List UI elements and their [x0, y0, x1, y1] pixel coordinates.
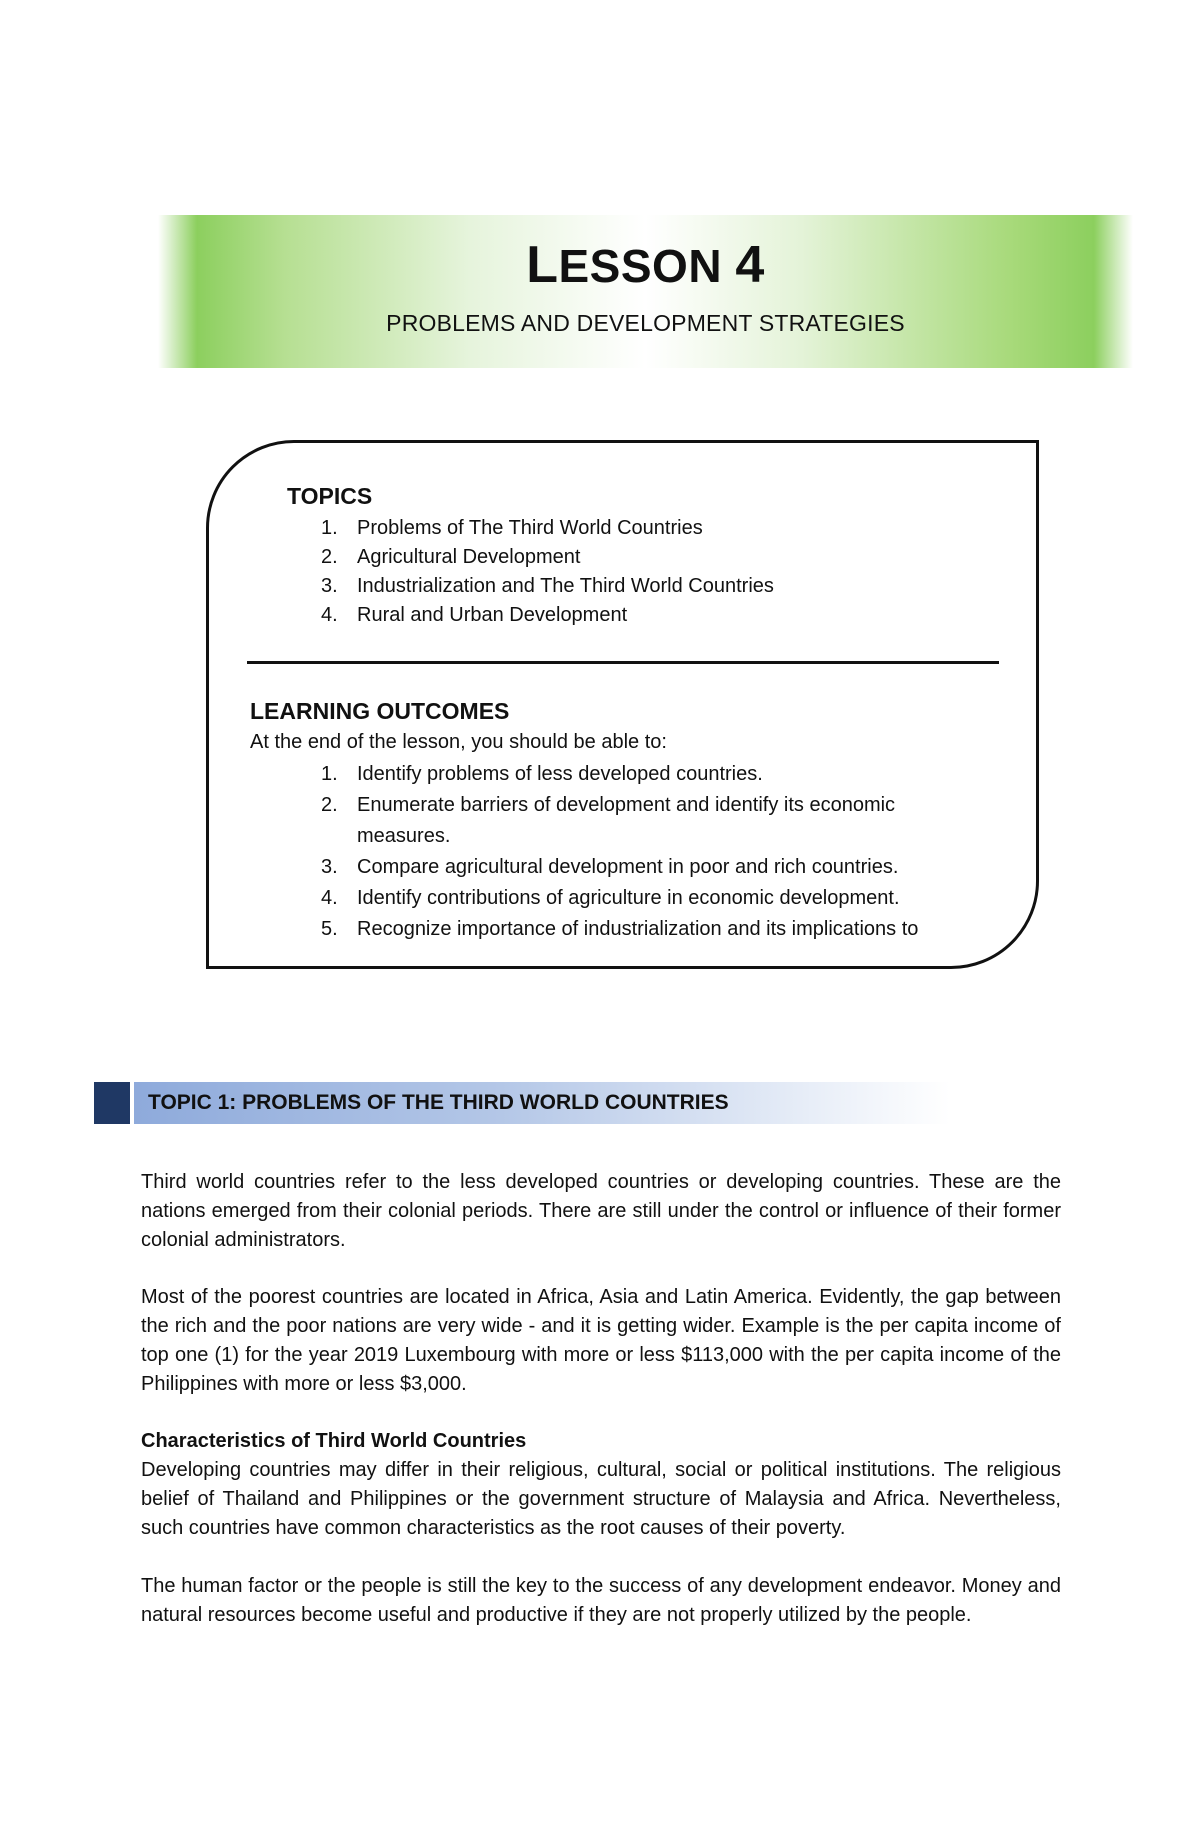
learning-outcomes-list [321, 759, 961, 945]
list-item [321, 514, 921, 543]
topic-item-1: Problems of The Third World Countries [357, 517, 703, 539]
characteristics-heading: Characteristics of Third World Countries [141, 1430, 527, 1452]
list-item [321, 572, 921, 601]
topic-item-4: Rural and Urban Development [357, 604, 628, 626]
learning-outcomes-intro: At the end of the lesson, you should be able to: [250, 731, 667, 753]
outcome-item-5: Recognize importance of industrialization and its implications to [357, 918, 919, 940]
list-item [321, 543, 921, 572]
list-item [321, 601, 921, 630]
paragraph-definition: Third world countries refer to the less developed countries or developing countries. These are the nations emerged from their colonial periods. There are still under the control or influence of their former colonial administrators. [141, 1171, 1061, 1251]
paragraph-poorest-countries: Most of the poorest countries are located in Africa, Asia and Latin America. Evidently, the gap between the rich and the poor nations are very wide - and it is getting wider. Example is the per capita income of top one (1) for the year 2019 Luxembourg with more or less $113,000 with the per capita income of the Philippines with more or less $3,000. [141, 1286, 1061, 1395]
list-item [321, 790, 961, 852]
lesson-number: 4 [735, 236, 765, 294]
outcome-item-4: Identify contributions of agriculture in economic development. [357, 887, 900, 909]
topic-marker [94, 1082, 130, 1124]
topic-heading: TOPIC 1: PROBLEMS OF THE THIRD WORLD COUNTRIES [148, 1091, 729, 1114]
characteristics-section [141, 1427, 1061, 1543]
list-number: 5. [321, 918, 338, 940]
outcome-item-3: Compare agricultural development in poor and rich countries. [357, 856, 899, 878]
list-number: 2. [321, 546, 338, 568]
topics-heading: TOPICS [287, 483, 373, 509]
lesson-title-initial: L [526, 236, 559, 294]
lesson-subtitle: PROBLEMS AND DEVELOPMENT STRATEGIES [386, 310, 905, 336]
outcome-item-1: Identify problems of less developed countries. [357, 763, 763, 785]
lesson-banner [158, 215, 1133, 368]
learning-outcomes-heading: LEARNING OUTCOMES [250, 698, 510, 724]
list-number: 4. [321, 604, 338, 626]
list-number: 1. [321, 763, 338, 785]
topic-header-bar [134, 1082, 950, 1124]
list-number: 4. [321, 887, 338, 909]
list-item [321, 852, 961, 883]
section-divider [247, 661, 999, 664]
paragraph-characteristics: Developing countries may differ in their religious, cultural, social or political institutions. The religious belief of Thailand and Philippines or the government structure of Malaysia and Africa. Nevertheless, such countries have common characteristics as the root causes of their poverty. [141, 1459, 1061, 1539]
lesson-title [158, 237, 1133, 294]
list-number: 2. [321, 794, 338, 816]
topics-outcomes-box [206, 440, 1039, 969]
list-number: 3. [321, 856, 338, 878]
outcome-item-2: Enumerate barriers of development and identify its economic measures. [357, 794, 896, 847]
topic-item-2: Agricultural Development [357, 546, 581, 568]
list-item [321, 883, 961, 914]
paragraph-human-factor: The human factor or the people is still the key to the success of any development endeavor. Money and natural resources become useful and productive if they are not properly utilized by the people. [141, 1575, 1061, 1626]
lesson-title-rest: ESSON [558, 240, 723, 292]
topics-list [321, 514, 921, 630]
topic-item-3: Industrialization and The Third World Countries [357, 575, 774, 597]
list-item [321, 914, 961, 945]
list-number: 3. [321, 575, 338, 597]
list-item [321, 759, 961, 790]
list-number: 1. [321, 517, 338, 539]
